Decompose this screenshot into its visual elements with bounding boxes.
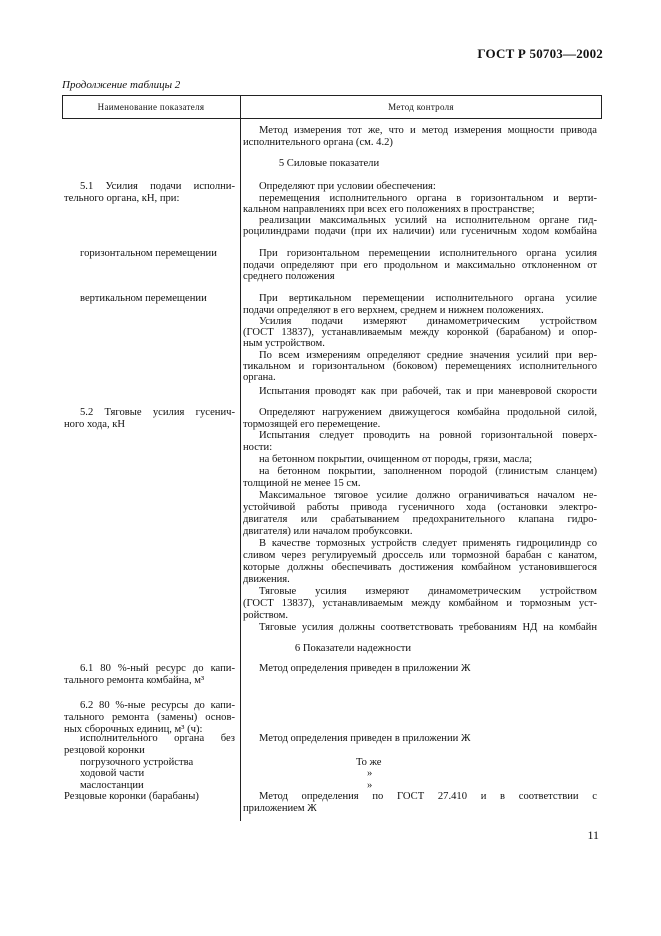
method-line: Определяют нагружением движущегося комбайна продольной силой,	[259, 407, 597, 418]
indicator-name: погрузочного устройства	[80, 757, 194, 768]
indicator-name: исполнительного органа без	[80, 733, 235, 744]
method-line: среднего положения	[243, 271, 335, 282]
method-line: на бетонном покрытии, очищенном от породы, грязи, масла;	[259, 454, 533, 465]
method-line: движения.	[243, 574, 290, 585]
method-line: Определяют при условии обеспечения:	[259, 181, 436, 192]
method-line: двигателя или срабатыванием предохранительного клапана гидро-	[243, 514, 597, 525]
indicator-name: тального ремонта (замены) основ-	[64, 712, 235, 723]
column-divider	[240, 95, 241, 821]
method-line: исполнительного органа (см. 4.2)	[243, 137, 393, 148]
indicator-name: тального ремонта комбайна, м³	[64, 675, 205, 686]
indicator-name: горизонтальном перемещении	[80, 248, 217, 259]
method-line: При горизонтальном перемещении исполнительного органа усилия	[259, 248, 597, 259]
method-line: (ГОСТ 13837), устанавливаемым между коронкой (барабаном) и опор-	[243, 327, 597, 338]
indicator-name: вертикальном перемещении	[80, 293, 207, 304]
indicator-name: Резцовые коронки (барабаны)	[64, 791, 199, 802]
method-line: подачи определяют при его продольном и максимально отклоненном от	[243, 260, 597, 271]
method-line: Метод определения приведен в приложении Ж	[259, 663, 471, 674]
method-line: сливом через регулируемый дроссель или тормозной барабан с канатом,	[243, 550, 597, 561]
method-line: Метод определения по ГОСТ 27.410 и в соответствии с	[259, 791, 597, 802]
standard-header: ГОСТ Р 50703—2002	[477, 46, 603, 61]
method-line: двигателя) или началом пробуксовки.	[243, 526, 413, 537]
indicator-name: маслостанции	[80, 780, 144, 791]
method-line: роцилиндрами подачи (при их наличии) или гусеничным ходом комбайна	[243, 226, 597, 237]
column-header-name: Наименование показателя	[97, 102, 205, 112]
method-line: Тяговые усилия должны соответствовать требованиям НД на комбайн	[259, 622, 597, 633]
indicator-name: тельного органа, кН, при:	[64, 193, 180, 204]
method-line: реализации максимальных усилий на исполнительном органе гид-	[259, 215, 597, 226]
indicator-name: ных сборочных единиц, м³ (ч):	[64, 724, 203, 735]
method-line: подачи определяют в его верхнем, среднем и нижнем положениях.	[243, 305, 544, 316]
method-line: То же	[356, 757, 382, 768]
method-line: органа.	[243, 372, 276, 383]
indicator-name: 6.2 80 %-ные ресурсы до капи-	[80, 700, 235, 711]
method-line: ройством.	[243, 610, 288, 621]
method-line: тормозящей его перемещение.	[243, 419, 381, 430]
method-line: толщиной не менее 15 см.	[243, 478, 361, 489]
method-line: Тяговые усилия измеряют динамометрическим устройством	[259, 586, 597, 597]
method-line: на бетонном покрытии, заполненном породой (глинистым сланцем)	[259, 466, 597, 477]
indicator-name: ходовой части	[80, 768, 145, 779]
column-header-method: Метод контроля	[388, 102, 454, 112]
table-header-rule	[62, 118, 602, 119]
indicator-name: 5.2 Тяговые усилия гусенич-	[80, 407, 235, 418]
method-line: »	[367, 768, 373, 779]
page-number: 11	[587, 828, 599, 842]
method-line: Максимальное тяговое усилие должно ограничиваться началом не-	[259, 490, 597, 501]
method-line: (ГОСТ 13837), устанавливаемым между комбайном и тормозным уст-	[243, 598, 597, 609]
method-line: В качестве тормозных устройств следует применять гидроцилиндр со	[259, 538, 597, 549]
method-line: При вертикальном перемещении исполнительного органа усилие	[259, 293, 597, 304]
method-line: которые должны обеспечивать достижения комбайном установившегося	[243, 562, 597, 573]
indicator-name: 6.1 80 %-ный ресурс до капи-	[80, 663, 235, 674]
method-line: Усилия подачи измеряют динамометрическим устройством	[259, 316, 597, 327]
table-top-rule	[62, 95, 602, 96]
table-right-border	[601, 95, 602, 119]
method-line: ности:	[243, 442, 273, 453]
method-line: кальном направлениях при всех его положениях в пространстве;	[243, 204, 535, 215]
indicator-name: 5.1 Усилия подачи исполни-	[80, 181, 235, 192]
indicator-name: ного хода, кН	[64, 419, 126, 430]
section-heading-5: 5 Силовые показатели	[278, 158, 380, 169]
indicator-name: резцовой коронки	[64, 745, 145, 756]
method-line: Испытания проводят как при рабочей, так и при маневровой скорости	[259, 386, 597, 397]
method-line: »	[367, 780, 373, 791]
method-line: приложением Ж	[243, 803, 317, 814]
method-line: Метод определения приведен в приложении Ж	[259, 733, 471, 744]
method-line: Метод измерения тот же, что и метод измерения мощности привода	[259, 125, 597, 136]
section-heading-6: 6 Показатели надежности	[294, 643, 412, 654]
table-continuation-caption: Продолжение таблицы 2	[62, 79, 181, 91]
method-line: Испытания следует проводить на ровной горизонтальной поверх-	[259, 430, 597, 441]
method-line: ным устройством.	[243, 338, 325, 349]
method-line: перемещения исполнительного органа в горизонтальном и верти-	[259, 193, 597, 204]
method-line: тикальном и горизонтальном (боковом) перемещениях исполнительного	[243, 361, 597, 372]
method-line: устойчивой работы привода гусеничного хода (остановки электро-	[243, 502, 597, 513]
method-line: По всем измерениям определяют средние значения усилий при вер-	[259, 350, 597, 361]
